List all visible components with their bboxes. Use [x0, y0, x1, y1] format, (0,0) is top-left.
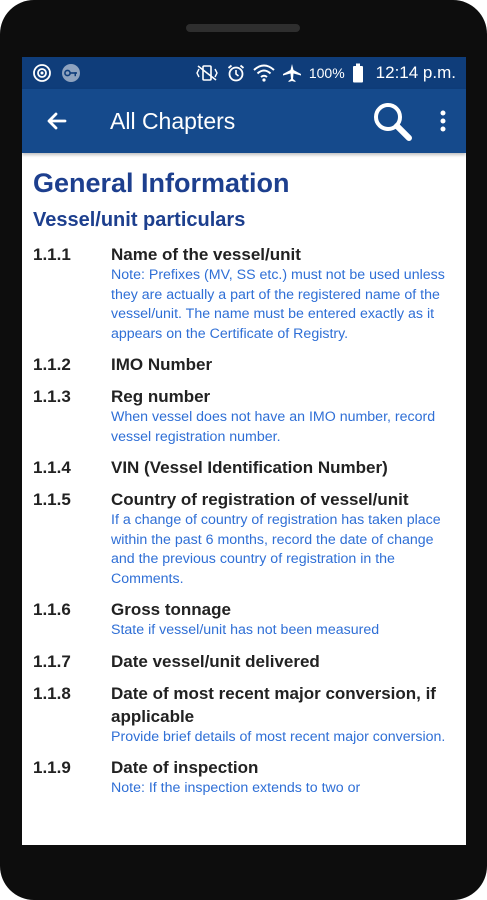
item-title: Name of the vessel/unit [111, 245, 301, 264]
arrow-left-icon [45, 109, 69, 133]
item-number: 1.1.2 [33, 355, 71, 374]
item-list [32, 243, 466, 799]
list-item[interactable] [32, 650, 466, 673]
item-title: Date of most recent major conversion, if applicable [111, 683, 436, 726]
list-item[interactable] [32, 756, 466, 799]
list-item[interactable] [32, 243, 466, 344]
item-body [111, 243, 466, 344]
item-title: VIN (Vessel Identification Number) [111, 458, 388, 477]
item-body [111, 682, 466, 748]
speaker-grille [186, 24, 300, 32]
vpn-key-icon [60, 63, 82, 83]
item-note: Note: If the inspection extends to two or [111, 780, 361, 796]
battery-icon [352, 63, 364, 83]
list-item[interactable] [32, 456, 466, 479]
item-note: Note: Prefixes (MV, SS etc.) must not be used unless they are actually a part of the registered name of the vessel/unit. The name must be entered exactly as it appears on the Certificate of Registry. [111, 267, 445, 342]
item-title: Reg number [111, 387, 211, 406]
item-note: When vessel does not have an IMO number, record vessel registration number. [111, 409, 436, 445]
item-title: IMO Number [111, 355, 213, 374]
search-icon [371, 100, 413, 142]
item-number: 1.1.5 [33, 490, 71, 509]
item-body [111, 456, 466, 479]
item-title: Country of registration of vessel/unit [111, 490, 409, 509]
item-number: 1.1.6 [33, 600, 71, 619]
item-body [111, 598, 466, 641]
item-title: Gross tonnage [111, 600, 231, 619]
app-bar [22, 89, 466, 153]
item-body [111, 385, 466, 447]
item-number: 1.1.3 [33, 387, 71, 406]
wifi-icon [253, 64, 275, 82]
section-title: Vessel/unit particulars [33, 209, 246, 231]
item-note: Provide brief details of most recent major conversion. [111, 728, 446, 745]
list-item[interactable] [32, 682, 466, 748]
item-number: 1.1.4 [33, 458, 71, 477]
app-bar-title: All Chapters [110, 107, 236, 134]
item-number: 1.1.7 [33, 651, 71, 671]
item-body [111, 650, 466, 673]
item-number: 1.1.8 [33, 683, 71, 703]
item-number: 1.1.1 [33, 245, 71, 264]
more-vert-icon [440, 110, 446, 132]
item-note: State if vessel/unit has not been measured [111, 622, 380, 638]
status-time: 12:14 p.m. [375, 63, 456, 82]
airplane-mode-icon [282, 63, 302, 83]
item-title: Date of inspection [111, 758, 259, 777]
back-button[interactable] [22, 89, 92, 153]
item-title: Date vessel/unit delivered [111, 651, 320, 671]
status-left [32, 63, 90, 83]
item-body [111, 353, 466, 376]
hotspot-icon [32, 63, 52, 83]
status-bar [22, 57, 466, 89]
status-right [188, 63, 456, 83]
item-note: If a change of country of registration has taken place within the past 6 months, record the date of change and the previous country of registration in the Comments. [111, 512, 441, 587]
list-item[interactable] [32, 385, 466, 447]
chapter-content[interactable] [22, 153, 466, 799]
item-body [111, 488, 466, 589]
alarm-icon [226, 63, 246, 83]
search-button[interactable] [368, 89, 416, 153]
screen [22, 57, 466, 845]
list-item[interactable] [32, 598, 466, 641]
vibrate-icon [195, 64, 219, 82]
item-body [111, 756, 466, 799]
chapter-title: General Information [33, 168, 290, 198]
list-item[interactable] [32, 353, 466, 376]
item-number: 1.1.9 [33, 758, 71, 777]
more-options-button[interactable] [428, 89, 458, 153]
list-item[interactable] [32, 488, 466, 589]
battery-percent: 100% [308, 65, 345, 81]
